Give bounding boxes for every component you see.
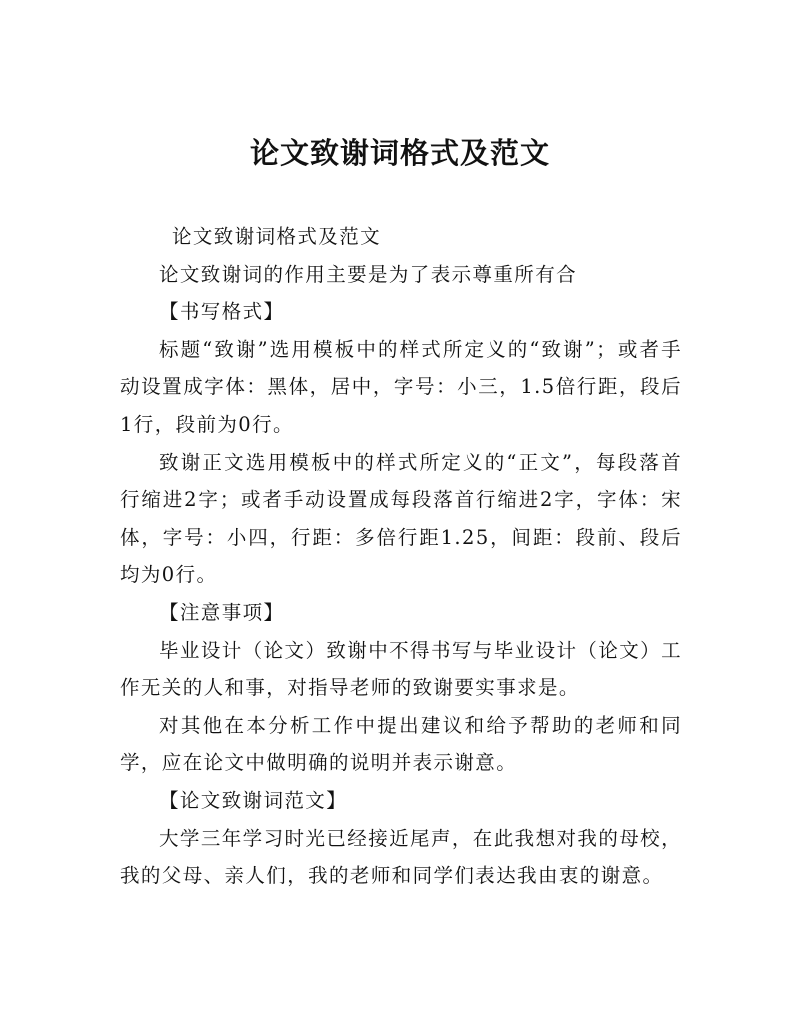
body-format-paragraph: 致谢正文选用模板中的样式所定义的“正文”，每段落首行缩进2字；或者手动设置成每段落首行缩进2字，字体：宋体，字号：小四，行距：多倍行距1.25，间距：段前、段后均为0行。	[120, 450, 682, 587]
document-body	[120, 218, 682, 895]
intro-paragraph: 论文致谢词的作用主要是为了表示尊重所有合	[159, 262, 578, 286]
notes-paragraph-1: 毕业设计（论文）致谢中不得书写与毕业设计（论文）工作无关的人和事，对指导老师的致谢要实事求是。	[120, 638, 682, 700]
title-format-paragraph: 标题“致谢”选用模板中的样式所定义的“致谢”；或者手动设置成字体：黑体，居中，字号：小三，1.5倍行距，段后1行，段前为0行。	[120, 337, 682, 436]
subtitle-paragraph: 论文致谢词格式及范文	[172, 225, 382, 248]
sample-paragraph: 大学三年学习时光已经接近尾声，在此我想对我的母校，我的父母、亲人们，我的老师和同学们表达我由衷的谢意。	[120, 826, 682, 888]
section-heading-sample: 【论文致谢词范文】	[159, 788, 348, 812]
document-title: 论文致谢词格式及范文	[249, 136, 550, 170]
section-heading-writing-format: 【书写格式】	[159, 300, 285, 324]
section-heading-notes: 【注意事项】	[159, 600, 285, 624]
notes-paragraph-2: 对其他在本分析工作中提出建议和给予帮助的老师和同学，应在论文中做明确的说明并表示谢意。	[120, 713, 682, 775]
